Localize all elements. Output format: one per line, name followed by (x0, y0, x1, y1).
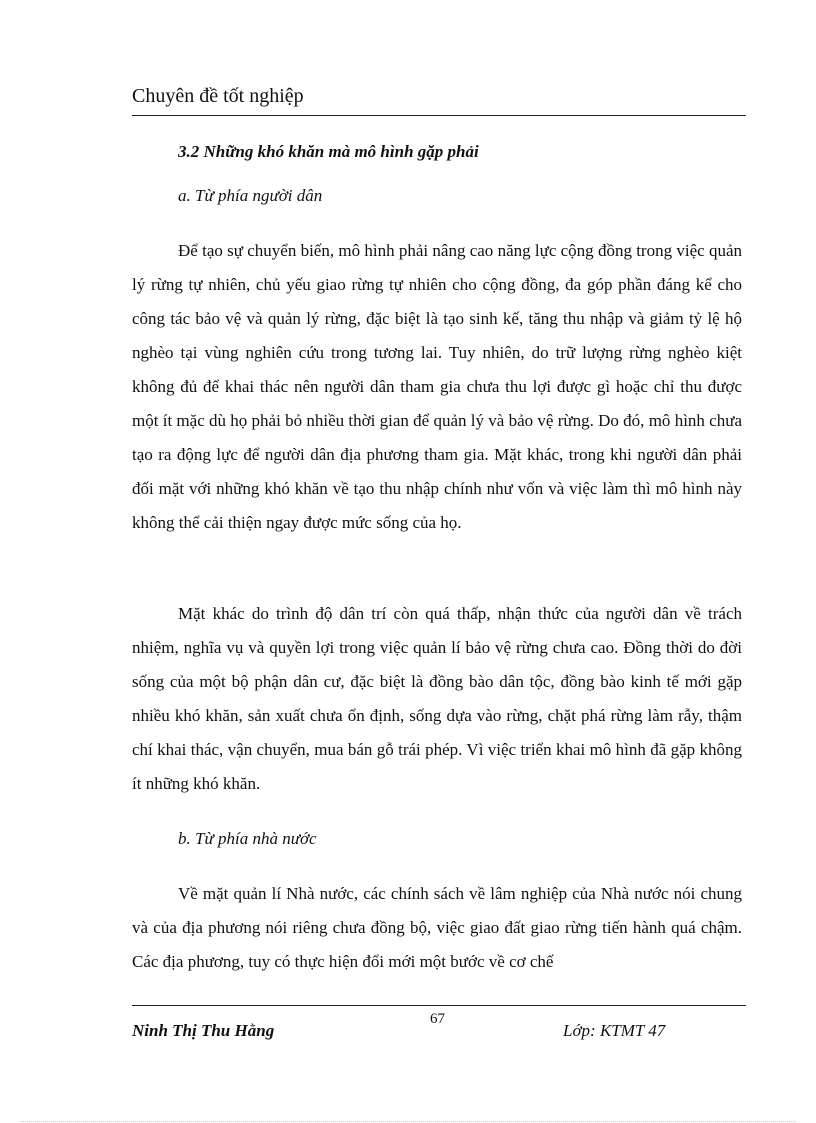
paragraph-2: Mặt khác do trình độ dân trí còn quá thấp, nhận thức của người dân về trách nhiệm, nghĩa vụ và quyền lợi trong việc quản lí bảo vệ rừng chưa cao. Đồng thời do đời sống của một bộ phận dân cư, đặc biệt là đồng bào dân tộc, đồng bào kinh tế mới gặp nhiều khó khăn, sản xuất chưa ổn định, sống dựa vào rừng, chặt phá rừng làm rẫy, thậm chí khai thác, vận chuyển, mua bán gỗ trái phép. Vì việc triển khai mô hình đã gặp không ít những khó khăn. (132, 604, 742, 793)
footer-divider (132, 1005, 746, 1006)
subheading-b: b. Từ phía nhà nước (178, 829, 317, 848)
paragraph-3: Về mặt quản lí Nhà nước, các chính sách về lâm nghiệp của Nhà nước nói chung và của địa phương nói riêng chưa đồng bộ, việc giao đất giao rừng tiến hành quá chậm. Các địa phương, tuy có thực hiện đổi mới một bước về cơ chế (132, 884, 742, 971)
header-divider (132, 115, 746, 116)
document-header-title: Chuyên đề tốt nghiệp (132, 85, 304, 107)
subheading-a: a. Từ phía người dân (178, 186, 323, 205)
section-heading: 3.2 Những khó khăn mà mô hình gặp phải (178, 142, 479, 161)
footer-author: Ninh Thị Thu Hằng (132, 1021, 275, 1040)
paragraph-1: Để tạo sự chuyển biến, mô hình phải nâng cao năng lực cộng đồng trong việc quản lý rừng tự nhiên, chủ yếu giao rừng tự nhiên cho cộng đồng, đa góp phần đáng kể cho công tác bảo vệ và quản lý rừng, đặc biệt là tạo sinh kế, tăng thu nhập và giảm tỷ lệ hộ nghèo tại vùng nghiên cứu trong tương lai. Tuy nhiên, do trữ lượng rừng nghèo kiệt không đủ để khai thác nên người dân tham gia chưa thu lợi được gì hoặc chỉ thu được một ít mặc dù họ phải bỏ nhiều thời gian để quản lý và bảo vệ rừng. Do đó, mô hình chưa tạo ra động lực để người dân địa phương tham gia. Mặt khác, trong khi người dân phải đối mặt với những khó khăn về tạo thu nhập chính như vốn và việc làm thì mô hình này không thể cải thiện ngay được mức sống của họ. (132, 241, 742, 532)
footer-class: Lớp: KTMT 47 (563, 1021, 666, 1040)
page-number: 67 (430, 1011, 445, 1027)
page-bottom-edge (20, 1121, 796, 1122)
